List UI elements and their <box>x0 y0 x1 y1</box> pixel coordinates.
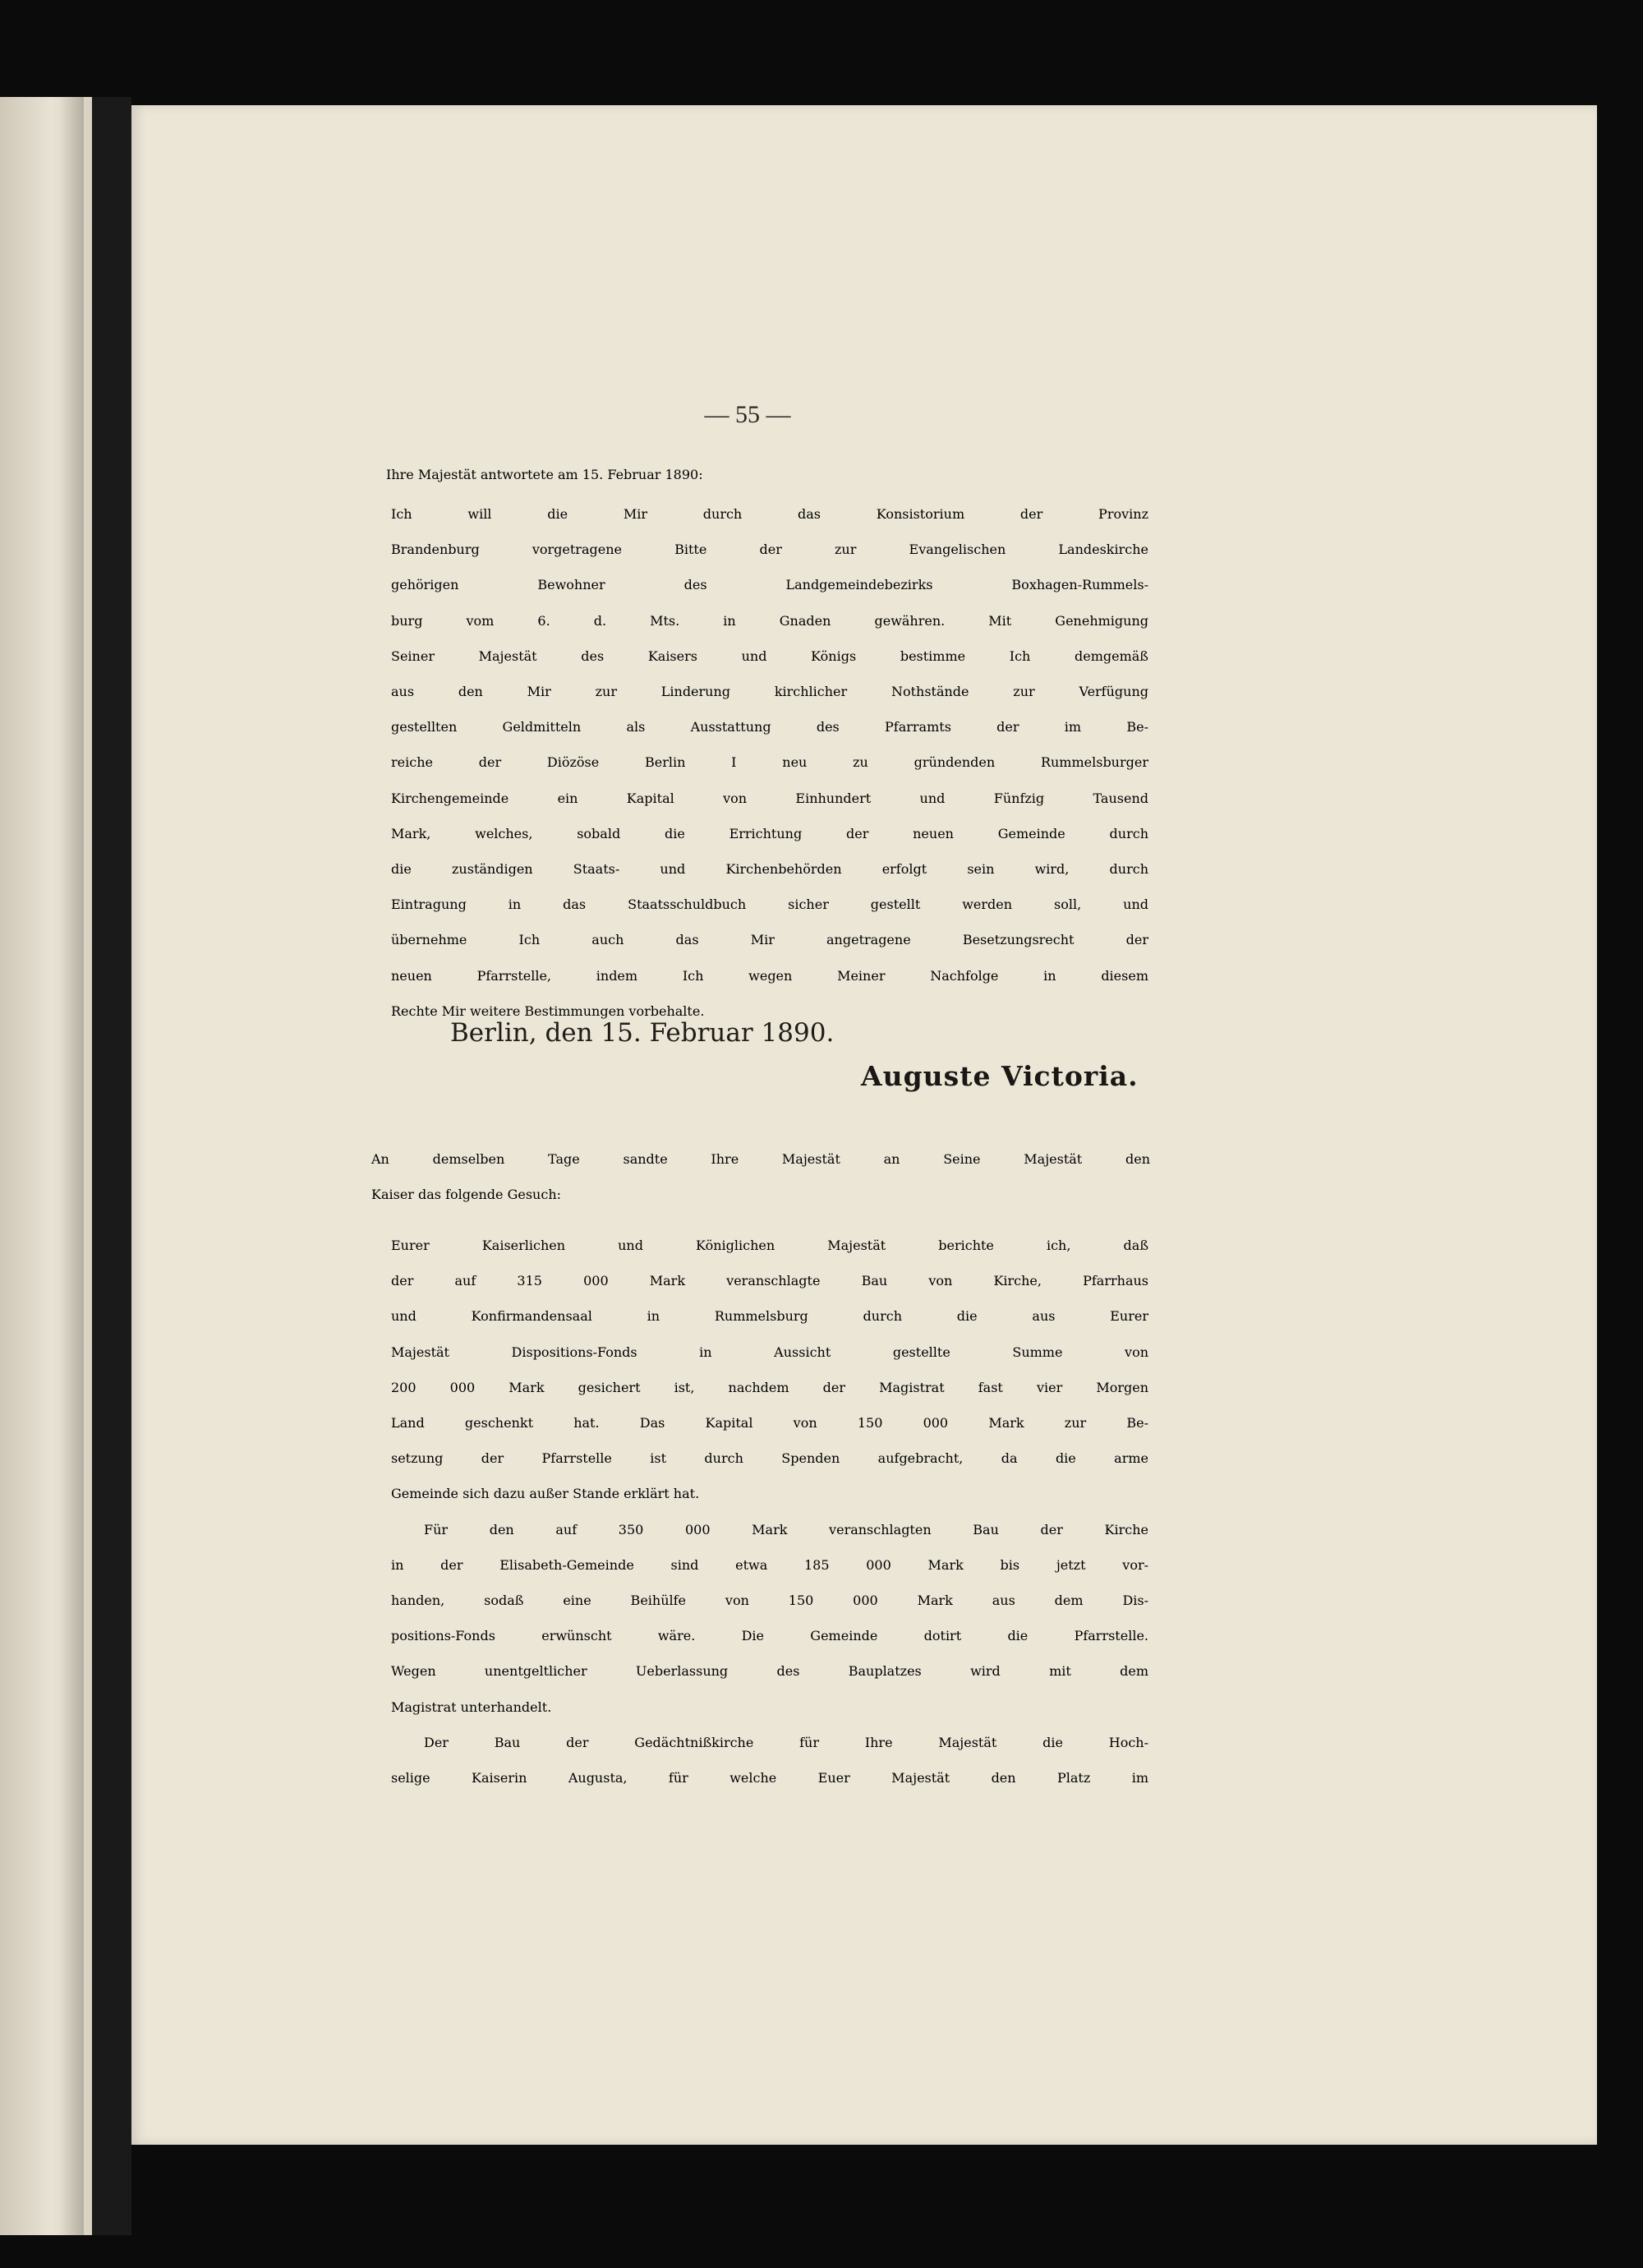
reply-letter <box>391 496 1148 1029</box>
adjacent-page-shadow <box>59 97 84 2235</box>
book-page <box>131 105 1597 2145</box>
text-line: Mark, welches, sobald die Errichtung der neuen Gemeinde durch <box>391 825 1148 841</box>
page-number: — 55 — <box>704 401 791 428</box>
text-line: Land geschenkt hat. Das Kapital von 150 000 Mark zur Be- <box>391 1415 1148 1431</box>
text-line: 200 000 Mark gesichert ist, nachdem der Magistrat fast vier Morgen <box>391 1379 1148 1395</box>
text-line: burg vom 6. d. Mts. in Gnaden gewähren. Mit Genehmigung <box>391 612 1148 629</box>
book-gutter <box>92 97 131 2235</box>
text-line: Der Bau der Gedächtnißkirche für Ihre Majestät die Hoch- <box>424 1734 1148 1750</box>
text-line: in der Elisabeth-Gemeinde sind etwa 185 000 Mark bis jetzt vor- <box>391 1556 1148 1573</box>
text-line: handen, sodaß eine Beihülfe von 150 000 Mark aus dem Dis- <box>391 1593 1148 1609</box>
text-line: Eurer Kaiserlichen und Königlichen Majestät berichte ich, daß <box>391 1238 1148 1253</box>
text-line: Gemeinde sich dazu außer Stande erklärt hat. <box>391 1486 700 1502</box>
text-line: Rechte Mir weitere Bestimmungen vorbehalte. <box>391 1003 705 1019</box>
text-line: Kirchengemeinde ein Kapital von Einhundert und Fünfzig Tausend <box>391 790 1148 806</box>
petition-letter <box>391 1228 1148 1796</box>
reply-paragraph <box>391 496 1148 1029</box>
signature: Auguste Victoria. <box>861 1060 1139 1092</box>
text-line: die zuständigen Staats- und Kirchenbehörden erfolgt sein wird, durch <box>391 861 1148 878</box>
petition-paragraph <box>391 1228 1148 1796</box>
text-line: Majestät Dispositions-Fonds in Aussicht gestellte Summe von <box>391 1344 1148 1360</box>
text-line: Ich will die Mir durch das Konsistorium der Provinz <box>391 506 1148 522</box>
text-line: Seiner Majestät des Kaisers und Königs bestimme Ich demgemäß <box>391 648 1148 664</box>
text-line: neuen Pfarrstelle, indem Ich wegen Meiner Nachfolge in diesem <box>391 967 1148 984</box>
reply-intro <box>386 457 1144 492</box>
text-line: und Konfirmandensaal in Rummelsburg durch die aus Eurer <box>391 1308 1148 1325</box>
petition-intro <box>371 1141 1150 1212</box>
text-line: selige Kaiserin Augusta, für welche Euer Majestät den Platz im <box>391 1770 1148 1786</box>
text-line: Für den auf 350 000 Mark veranschlagten Bau der Kirche <box>424 1521 1148 1537</box>
text-line: der auf 315 000 Mark veranschlagte Bau von Kirche, Pfarrhaus <box>391 1273 1148 1289</box>
text-line: Kaiser das folgende Gesuch: <box>371 1187 562 1203</box>
text-line: reiche der Diözöse Berlin I neu zu gründenden Rummelsburger <box>391 754 1148 771</box>
text-line: Wegen unentgeltlicher Ueberlassung des Bauplatzes wird mit dem <box>391 1663 1148 1680</box>
text-line: Eintragung in das Staatsschuldbuch sicher gestellt werden soll, und <box>391 897 1148 913</box>
text-line: An demselben Tage sandte Ihre Majestät an Seine Majestät den <box>371 1151 1150 1167</box>
text-line: gehörigen Bewohner des Landgemeindebezirks Boxhagen-Rummels- <box>391 577 1148 593</box>
text-line: setzung der Pfarrstelle ist durch Spenden aufgebracht, da die arme <box>391 1450 1148 1467</box>
petition-intro-paragraph <box>371 1141 1150 1212</box>
text-line: positions-Fonds erwünscht wäre. Die Gemeinde dotirt die Pfarrstelle. <box>391 1628 1148 1644</box>
reply-date-line: Berlin, den 15. Februar 1890. <box>450 1018 835 1048</box>
text-line: aus den Mir zur Linderung kirchlicher Nothstände zur Verfügung <box>391 684 1148 700</box>
text-line: gestellten Geldmitteln als Ausstattung des Pfarramts der im Be- <box>391 719 1148 735</box>
reply-intro-text: Ihre Majestät antwortete am 15. Februar 1890: <box>386 467 703 482</box>
text-line: übernehme Ich auch das Mir angetragene Besetzungsrecht der <box>391 932 1148 948</box>
text-line: Brandenburg vorgetragene Bitte der zur Evangelischen Landeskirche <box>391 542 1148 558</box>
text-line: Magistrat unterhandelt. <box>391 1699 552 1715</box>
